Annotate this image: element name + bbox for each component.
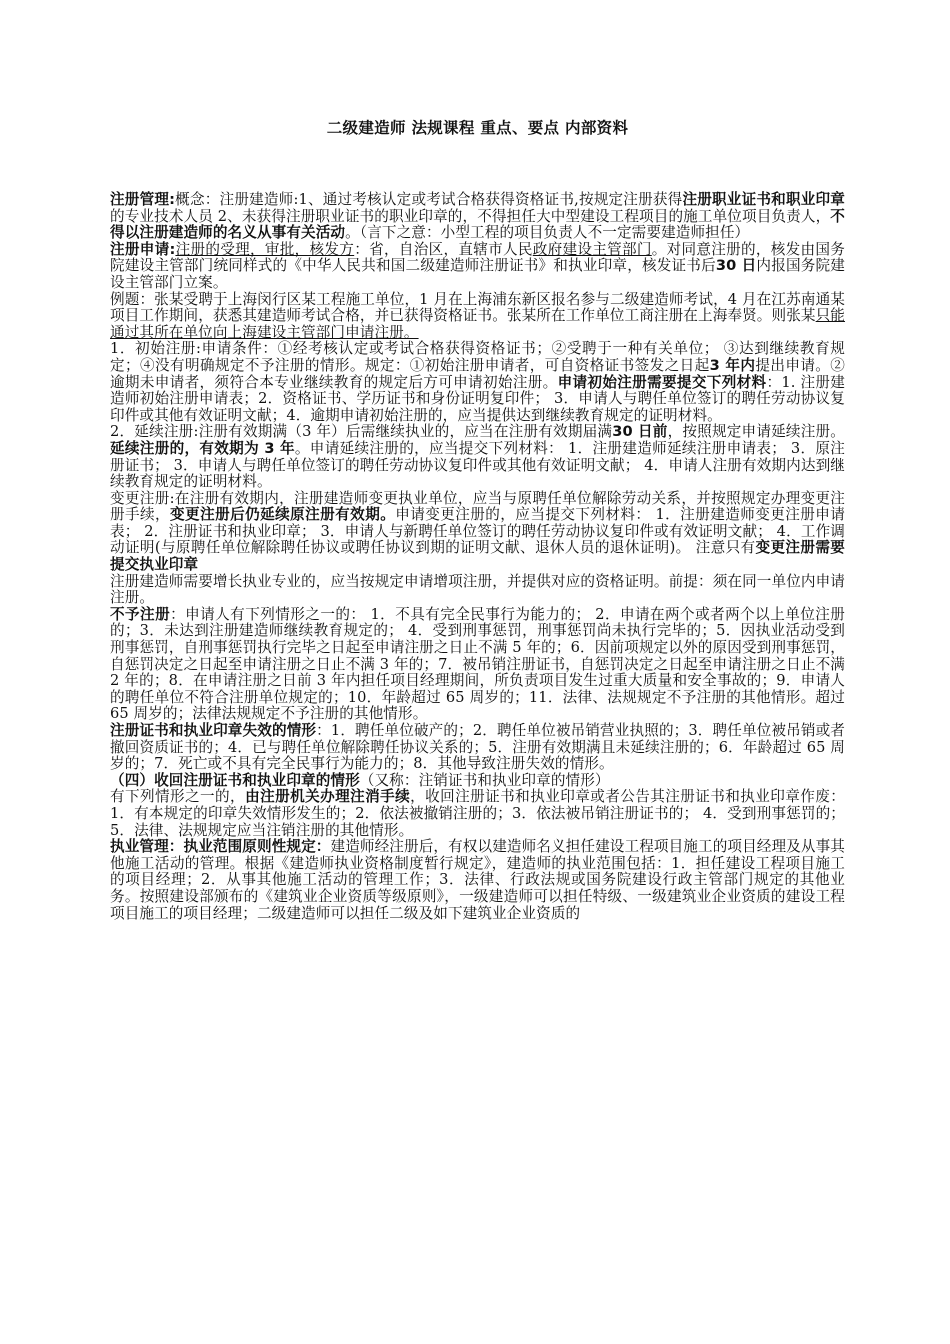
bold-text-run: 注册职业证书和职业印章	[682, 191, 846, 208]
paragraph	[110, 341, 845, 424]
underlined-text-run: 注册的受理，审批，核发方	[175, 240, 355, 258]
bold-text-run: 3 年内	[709, 356, 756, 374]
paragraph	[110, 424, 845, 490]
text-run: （又称：注销证书和执业印章的情形）	[359, 771, 610, 789]
paragraph	[110, 773, 845, 790]
text-run: ：1. 注册建造师初始注册申请表；2．资格证书、学历证书和身份证明复印件； 3．申请人与聘任单位签订的聘任劳动协议复印件或其他有效证明文献；4．逾期申请初始注册的，应当提供达到继续教育规定的证明材料。	[110, 373, 845, 424]
paragraph	[110, 607, 845, 723]
text-run: ，收回注册证书和执业印章或者公告其注册证书和执业印章作废：1．有本规定的印章失效情形发生的；2．依法被撤销注册的；3．依法被吊销注册证书的； 4．受到刑事惩罚的；5．法律、法规规定应当注销注册的其他情形。	[110, 788, 846, 839]
document-title: 二级建造师 法规课程 重点、要点 内部资料	[326, 119, 629, 137]
bold-text-run: 30 日前	[612, 423, 668, 441]
bold-text-run: （四）收回注册证书和执业印章的情形	[110, 771, 360, 789]
text-run: 申请变更注册的，应当提交下列材料： 1．注册建造师变更注册申请表； 2．注册证书和执业印章； 3．申请人与新聘任单位签订的聘任劳动协议复印件或有效证明文献； 4．工作调动证明(与原聘任单位解除聘任协议或聘任协议到期的证明文献、退休人员的退休证明)。 注意只有	[110, 506, 845, 557]
text-run: 。（言下之意：小型工程的项目负责人不一定需要建造师担任）	[345, 224, 750, 242]
bold-text-run: 由注册机关办理注消手续	[245, 788, 411, 806]
text-run: 例题：张某受聘于上海闵行区某工程施工单位，1 月在上海浦东新区报名参与二级建造师考试，4 月在江苏南通某项目工作期间，获悉其建造师考试合格，并已获得资格证书。张某所在工作单位工商注册在上海奉贤。则张某	[110, 290, 845, 325]
bold-text-run: 申请初始注册需要提交下列材料	[557, 373, 767, 391]
text-run: 的专业技术人员 2、未获得注册职业证书的职业印章的，不得担任大中型建设工程项目的施工单位项目负责人，	[110, 207, 831, 225]
bold-text-run: 延续注册的，有效期为 3 年	[110, 439, 295, 457]
paragraph	[110, 292, 845, 342]
text-run: ：省，自治区，直辖市人民	[354, 240, 533, 258]
text-run: 内报国务院建设主管部门立案。	[110, 257, 845, 291]
underlined-text-run: 政府建设主管部门	[532, 240, 652, 258]
paragraph	[110, 574, 845, 607]
text-run: 建造师经注册后，有权以建造师名义担任建设工程项目施工的项目经理及从事其他施工活动的管理。根据《建造师执业资格制度暂行规定》，建造师的执业范围包括：1．担任建设工程项目施工的项目经理；2．从事其他施工活动的管理工作；3．法律、行政法规或国务院建设行政主管部门规定的其他业务。按照建设部颁布的《建筑业企业资质等级原则》，一级建造师可以担任特级、一级建筑业企业资质的建设工程项目施工的项目经理；二级建造师可以担任二级及如下建筑业企业资质的	[110, 838, 845, 922]
paragraph	[110, 723, 845, 773]
paragraph	[110, 789, 845, 839]
text-run: 提出申请。②逾期未申请者，须符合本专业继续教育的规定后方可申请初始注册。	[110, 356, 845, 391]
underlined-text-run: 只能通过其所在单位向上海建设主管部门申请注册。	[110, 307, 846, 341]
bold-text-run: 不得以注册建造师的名义从事有关活动	[110, 207, 845, 242]
text-run: 2．延续注册:注册有效期满（3 年）后需继续执业的，应当在注册有效期届满	[110, 423, 613, 441]
paragraph	[110, 242, 845, 292]
paragraph	[110, 192, 845, 242]
bold-text-run: 执业管理：执业范围原则性规定：	[110, 838, 331, 856]
bold-text-run: 不予注册	[110, 605, 171, 623]
bold-text-run: 注册管理:	[110, 191, 176, 208]
text-run: ，按照规定申请延续注册。	[667, 423, 845, 441]
paragraph	[110, 839, 845, 922]
document-body	[110, 192, 845, 922]
bold-text-run: 注册证书和执业印章失效的情形	[110, 722, 317, 739]
text-run: 注册建造师需要增长执业专业的，应当按规定申请增项注册，并提供对应的资格证明。前提：须在同一单位内申请注册。	[110, 572, 845, 607]
text-run: 变更注册:在注册有效期内，注册建造师变更执业单位，应当与原聘任单位解除劳动关系，并按照规定办理变更注册手续，	[110, 489, 845, 524]
bold-text-run: 30 日	[715, 257, 757, 275]
bold-text-run: 变更注册需要提交执业印章	[110, 539, 845, 574]
text-run: 。对同意注册的，核发由国务院建设主管部门统同样式的《中华人民共和国二级建造师注册证书》和执业印章，核发证书后	[110, 240, 845, 275]
text-run: 。申请延续注册的，应当提交下列材料： 1．注册建造师延续注册申请表； 3．原注册证书； 3．申请人与聘任单位签订的聘任劳动协议复印件或其他有效证明文献； 4．申请人注册有效期内达到继续教育规定的证明材料。	[110, 439, 845, 491]
text-run: ：1．聘任单位破产的；2．聘任单位被吊销营业执照的；3．聘任单位被吊销或者撤回资质证书的；4．已与聘任单位解除聘任协议关系的；5．注册有效期满且未延续注册的；6．年龄超过 65 周岁的；7．死亡或不具有完全民事行为能力的；8．其他导致注册失效的情形。	[110, 722, 846, 773]
bold-text-run: 注册申请:	[110, 240, 176, 258]
text-run: 有下列情形之一的，	[110, 788, 246, 806]
text-run: 概念：注册建造师:1、通过考核认定或考试合格获得资格证书,按规定注册获得	[175, 191, 683, 208]
paragraph	[110, 491, 845, 574]
text-run: 1．初始注册:申请条件：①经考核认定或考试合格获得资格证书；②受聘于一种有关单位； ③达到继续教育规定；④没有明确规定不予注册的情形。规定：①初始注册申请者，可自资格证书签发之日起	[110, 340, 845, 374]
bold-text-run: 变更注册后仍延续原注册有效期。	[170, 506, 396, 524]
text-run: ：申请人有下列情形之一的： 1．不具有完全民事行为能力的； 2．申请在两个或者两个以上单位注册的；3．未达到注册建造师继续教育规定的； 4．受到刑事惩罚，刑事惩罚尚未执行完毕的；5．因执业活动受到刑事惩罚，自刑事惩罚执行完毕之日起至申请注册之日止不满 5 年的；6．因前项规定以外的原因受到刑事惩罚，自惩罚决定之日起至申请注册之日止不满 3 年的；7．被吊销注册证书，自惩罚决定之日起至申请注册之日止不满 2 年的；8．在申请注册之日前 3 年内担任项目经理期间，所负责项目发生过重大质量和安全事故的；9．申请人的聘任单位不符合注册单位规定的；10．年龄超过 65 周岁的；11．法律、法规规定不予注册的其他情形。超过 65 周岁的；法律法规规定不予注册的其他情形。	[110, 605, 845, 723]
